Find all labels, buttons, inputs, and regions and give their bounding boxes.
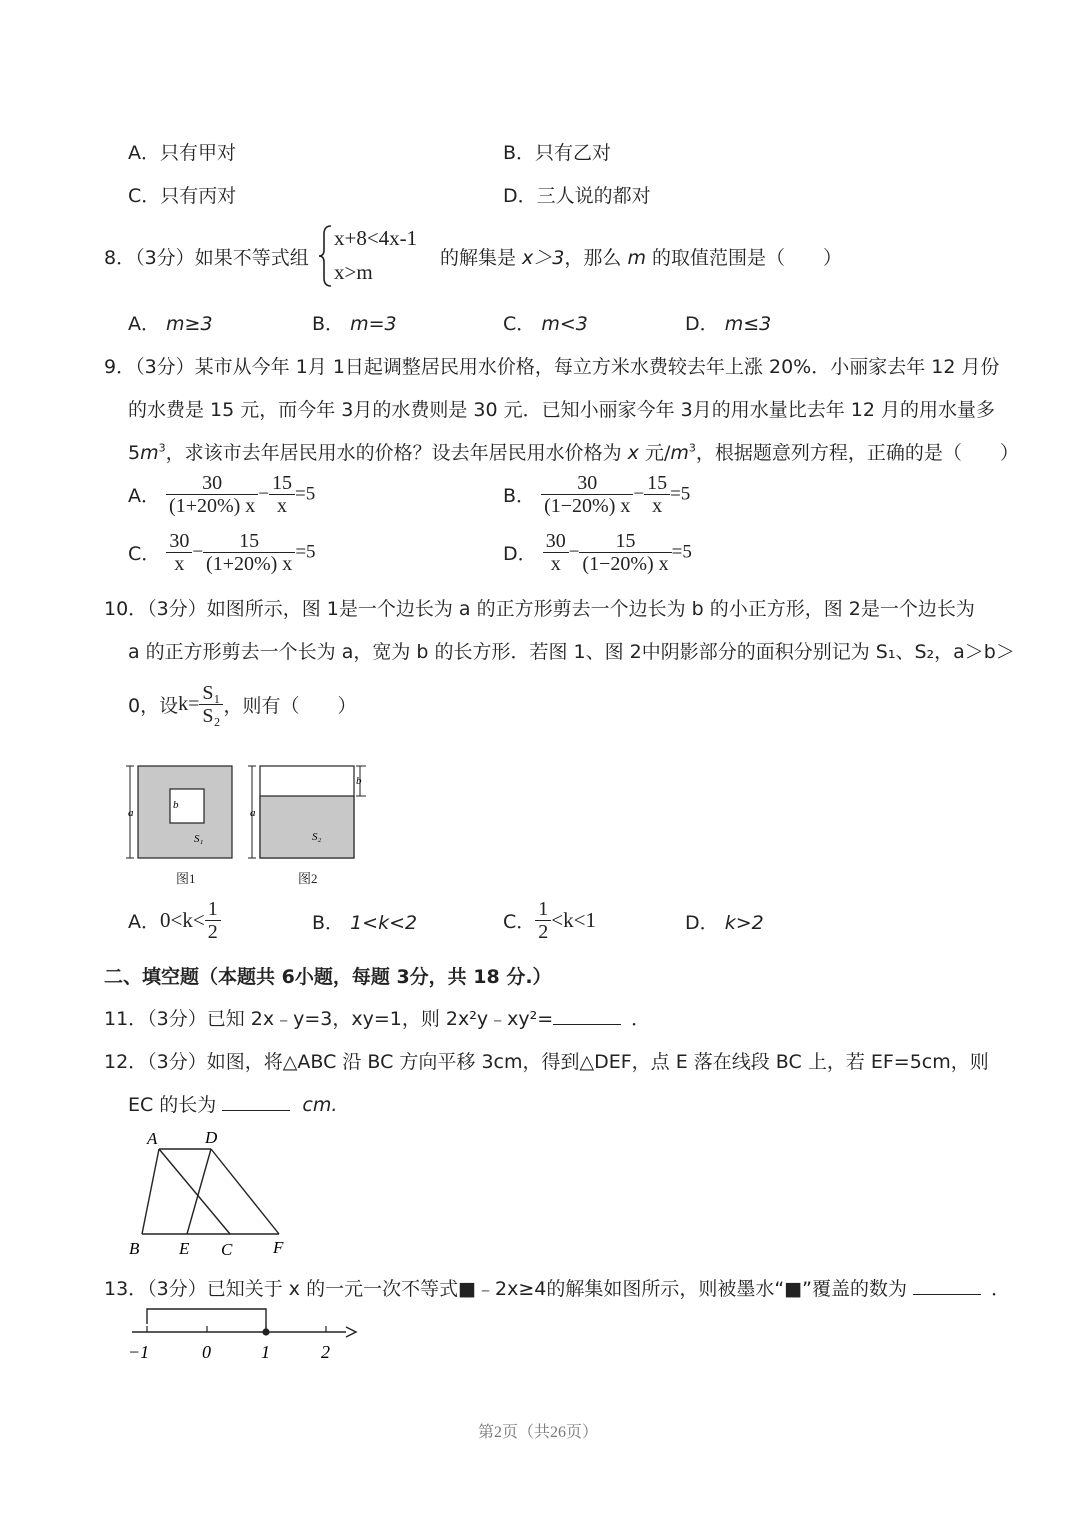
option-label: B． xyxy=(312,313,345,335)
denominator: (1−20%) x xyxy=(582,553,669,575)
numerator: 30 xyxy=(166,472,258,495)
operator: − xyxy=(258,483,270,505)
fig-label-s2: S₂ xyxy=(312,831,322,843)
unit: m xyxy=(670,442,689,464)
unit: cm. xyxy=(302,1094,338,1116)
numerator: 30 xyxy=(166,530,192,553)
denominator: S₂ xyxy=(202,705,221,727)
q10-option-b xyxy=(312,908,417,935)
text: ，则有（ ） xyxy=(223,695,357,717)
option-label: D． xyxy=(685,313,719,335)
q7-option-a xyxy=(128,138,236,165)
option-label: C． xyxy=(128,185,161,207)
q7-option-d xyxy=(503,181,651,208)
tick-label: −1 xyxy=(128,1342,150,1362)
q10-option-c xyxy=(503,898,596,943)
option-text: 0<k< xyxy=(160,908,205,932)
segment-ac xyxy=(159,1149,230,1234)
q8-inequality-1: x+8<4x-1 xyxy=(334,226,418,250)
denominator: 2 xyxy=(538,921,549,943)
q10-option-d xyxy=(685,908,764,935)
segment-df xyxy=(211,1149,279,1234)
superscript: 3 xyxy=(688,441,696,455)
option-text: 只有乙对 xyxy=(535,142,612,164)
numerator: 1 xyxy=(205,898,221,921)
equals-text: =5 xyxy=(671,541,692,563)
numerator: 1 xyxy=(535,898,551,921)
superscript: 3 xyxy=(158,441,166,455)
denominator: (1+20%) x xyxy=(206,553,293,575)
q8-option-c xyxy=(503,309,588,336)
question-number: 8． xyxy=(104,247,136,269)
fraction xyxy=(644,472,670,517)
text: ． xyxy=(991,1278,1011,1300)
q9-line-1: 9．（3分）某市从今年 1月 1日起调整居民用水价格，每立方米水费较去年上涨 20%．小丽家去年 12 月份 xyxy=(104,356,1000,378)
q13 xyxy=(104,1274,1010,1301)
question-score: （3分） xyxy=(135,247,195,269)
text: 的取值范围是（ ） xyxy=(645,247,842,269)
page-footer: 第2页（共26页） xyxy=(478,1424,599,1441)
solution-text: x＞3 xyxy=(522,247,565,269)
operator: − xyxy=(568,541,580,563)
q13-number-line xyxy=(122,1300,362,1368)
q10-figures xyxy=(122,758,372,888)
fraction xyxy=(543,530,569,575)
option-text: <k<1 xyxy=(551,908,596,932)
q9-option-b xyxy=(503,472,690,517)
option-label: A． xyxy=(128,485,160,507)
option-label: C． xyxy=(128,543,161,565)
numerator: 15 xyxy=(579,530,671,553)
fraction xyxy=(535,898,551,943)
option-label: C． xyxy=(503,313,536,335)
fig-label-b: b xyxy=(173,799,179,811)
q10-line-3 xyxy=(128,682,357,727)
text: ． xyxy=(631,1008,651,1030)
equals-text: =5 xyxy=(295,541,316,563)
text: 元/ xyxy=(638,442,671,464)
q9-option-c xyxy=(128,530,316,575)
option-text: 只有甲对 xyxy=(160,142,237,164)
numerator: 15 xyxy=(203,530,295,553)
fraction xyxy=(541,472,633,517)
numerator: 30 xyxy=(541,472,633,495)
arrow-right-icon xyxy=(346,1327,356,1337)
denominator: (1+20%) x xyxy=(169,495,256,517)
q9-line-3 xyxy=(128,438,1019,465)
text: ，那么 xyxy=(564,247,628,269)
point-label-c: C xyxy=(221,1240,233,1259)
q10-line-2: a 的正方形剪去一个长为 a，宽为 b 的长方形．若图 1、图 2中阴影部分的面积分别记为 S₁、S₂，a＞b＞ xyxy=(128,641,1015,663)
text: ，根据题意列方程，正确的是（ ） xyxy=(695,442,1019,464)
numerator: 15 xyxy=(269,472,295,495)
denominator: x xyxy=(277,495,288,517)
option-label: A． xyxy=(128,142,160,164)
option-text: 1<k<2 xyxy=(350,912,418,934)
denominator: x xyxy=(550,553,561,575)
answer-blank[interactable] xyxy=(222,1092,290,1111)
segment-de xyxy=(187,1149,211,1234)
variable: x xyxy=(627,442,639,464)
fraction xyxy=(166,472,258,517)
segment-ab xyxy=(142,1149,159,1234)
q11 xyxy=(104,1004,650,1031)
denominator: x xyxy=(174,553,185,575)
fraction xyxy=(199,682,223,727)
point-label-f: F xyxy=(273,1238,284,1257)
figure-2 xyxy=(248,766,366,858)
fig-label-s1: S₁ xyxy=(194,833,204,845)
operator: − xyxy=(192,541,204,563)
point-label-d: D xyxy=(205,1128,218,1147)
option-text: 只有丙对 xyxy=(160,185,237,207)
q10-option-a xyxy=(128,898,221,943)
q8-option-a xyxy=(128,309,213,336)
q12-line-1: 12．（3分）如图，将△ABC 沿 BC 方向平移 3cm，得到△DEF，点 E 落在线段 BC 上，若 EF=5cm，则 xyxy=(104,1051,989,1073)
point-label-e: E xyxy=(179,1239,190,1258)
option-text: k>2 xyxy=(724,912,764,934)
answer-blank[interactable] xyxy=(553,1006,621,1025)
q12-translation-figure xyxy=(122,1124,302,1262)
option-text: m≤3 xyxy=(724,313,772,335)
tick-label: 0 xyxy=(202,1342,211,1362)
q8-stem-lead xyxy=(104,243,309,270)
option-label: A． xyxy=(128,313,160,335)
figure-1-caption: 图1 xyxy=(176,871,196,886)
numerator: 15 xyxy=(644,472,670,495)
denominator: (1−20%) x xyxy=(544,495,631,517)
unit: m xyxy=(140,442,159,464)
question-text: 11．（3分）已知 2x﹣y=3，xy=1，则 2x²y﹣xy²= xyxy=(104,1008,554,1030)
option-text: m<3 xyxy=(541,313,588,335)
equals-text: =5 xyxy=(295,483,316,505)
tick-label: 1 xyxy=(261,1342,270,1362)
fig-label-b: b xyxy=(356,775,362,787)
option-text: 三人说的都对 xyxy=(536,185,651,207)
section-heading: 二、填空题（本题共 6小题，每题 3分，共 18 分.） xyxy=(104,966,552,988)
question-text: 13．（3分）已知关于 x 的一元一次不等式■﹣2x≥4的解集如图所示，则被墨水“■”覆盖的数为 xyxy=(104,1278,908,1300)
fraction xyxy=(269,472,295,517)
figure-1 xyxy=(126,766,232,858)
q9-option-d xyxy=(503,530,692,575)
q8-inequality-2: x>m xyxy=(334,260,373,284)
option-text: m=3 xyxy=(350,313,397,335)
point-label-b: B xyxy=(129,1239,140,1258)
fig-label-a: a xyxy=(250,807,256,819)
option-label: A． xyxy=(128,911,160,933)
q8-stem-tail xyxy=(440,243,842,270)
option-label: B． xyxy=(503,485,536,507)
option-label: D． xyxy=(685,912,719,934)
numerator: 30 xyxy=(543,530,569,553)
fraction xyxy=(203,530,295,575)
text: 的解集是 xyxy=(440,247,523,269)
q10-line-1: 10．（3分）如图所示，图 1是一个边长为 a 的正方形剪去一个边长为 b 的小正方形，图 2是一个边长为 xyxy=(104,598,975,620)
option-text: m≥3 xyxy=(166,313,213,335)
equals-text: =5 xyxy=(670,483,691,505)
numerator: S₁ xyxy=(199,682,223,705)
denominator: 2 xyxy=(207,921,218,943)
k-equals: k= xyxy=(178,693,200,715)
left-brace-icon xyxy=(318,224,334,288)
option-label: C． xyxy=(503,911,536,933)
fraction xyxy=(579,530,671,575)
fraction xyxy=(166,530,192,575)
fig-label-a: a xyxy=(128,807,134,819)
question-text: 如果不等式组 xyxy=(194,247,309,269)
option-label: B． xyxy=(503,142,536,164)
figure-2-shaded xyxy=(260,796,354,858)
variable: m xyxy=(627,247,646,269)
q8-option-d xyxy=(685,309,771,336)
q9-option-a xyxy=(128,472,315,517)
tick-label: 2 xyxy=(321,1342,330,1362)
solid-dot xyxy=(262,1328,269,1335)
text: 5 xyxy=(128,442,141,464)
operator: − xyxy=(633,483,645,505)
denominator: x xyxy=(652,495,663,517)
figure-2-caption: 图2 xyxy=(298,871,318,886)
q7-option-c xyxy=(128,181,236,208)
q7-option-b xyxy=(503,138,611,165)
answer-blank[interactable] xyxy=(913,1276,981,1295)
option-label: D． xyxy=(503,185,537,207)
text: ，求该市去年居民用水的价格？设去年居民用水价格为 xyxy=(165,442,628,464)
q9-line-2: 的水费是 15 元，而今年 3月的水费则是 30 元．已知小丽家今年 3月的用水量比去年 12 月的用水量多 xyxy=(128,399,996,421)
option-label: D． xyxy=(503,543,537,565)
q12-line-2 xyxy=(128,1090,337,1117)
q8-option-b xyxy=(312,309,397,336)
text: EC 的长为 xyxy=(128,1094,217,1116)
fraction xyxy=(205,898,221,943)
point-label-a: A xyxy=(147,1129,158,1148)
text: 0，设 xyxy=(128,695,179,717)
option-label: B． xyxy=(312,912,345,934)
